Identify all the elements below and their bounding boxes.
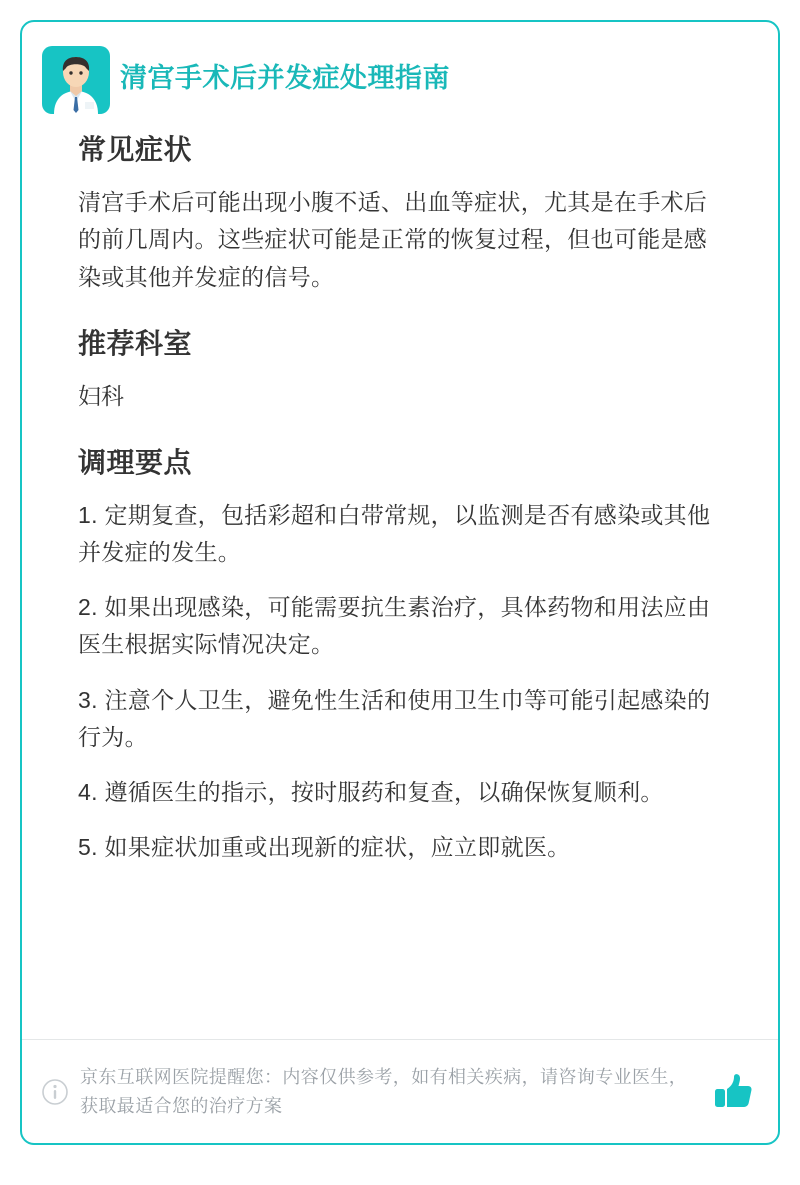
info-circle-icon — [40, 1077, 70, 1107]
list-item: 4. 遵循医生的指示，按时服药和复查，以确保恢复顺利。 — [78, 779, 664, 806]
thumbs-up-icon[interactable] — [710, 1069, 756, 1115]
list-item: 5. 如果症状加重或出现新的症状，应立即就医。 — [78, 834, 571, 861]
card-header — [22, 22, 778, 108]
symptoms-paragraph: 清宫手术后可能出现小腹不适、出血等症状，尤其是在手术后的前几周内。这些症状可能是正常的恢复过程，但也可能是感染或其他并发症的信号。 — [78, 189, 708, 290]
section-title-care-points: 调理要点 — [78, 446, 193, 478]
card-content — [22, 108, 778, 867]
card-footer — [22, 1039, 778, 1143]
department-value: 妇科 — [78, 382, 124, 409]
section-title-department: 推荐科室 — [78, 327, 193, 359]
care-points-list — [78, 497, 726, 867]
list-item: 2. 如果出现感染，可能需要抗生素治疗，具体药物和用法应由医生根据实际情况决定。 — [78, 594, 711, 658]
list-item: 1. 定期复查，包括彩超和白带常规，以监测是否有感染或其他并发症的发生。 — [78, 501, 711, 565]
doctor-avatar-icon — [40, 44, 112, 116]
page-title: 清宫手术后并发症处理指南 — [120, 63, 450, 93]
footer-disclaimer: 京东互联网医院提醒您：内容仅供参考，如有相关疾病，请咨询专业医生，获取最适合您的治疗方案 — [80, 1066, 688, 1116]
guide-card — [20, 20, 780, 1145]
list-item: 3. 注意个人卫生，避免性生活和使用卫生巾等可能引起感染的行为。 — [78, 686, 711, 750]
section-title-symptoms: 常见症状 — [78, 134, 193, 165]
